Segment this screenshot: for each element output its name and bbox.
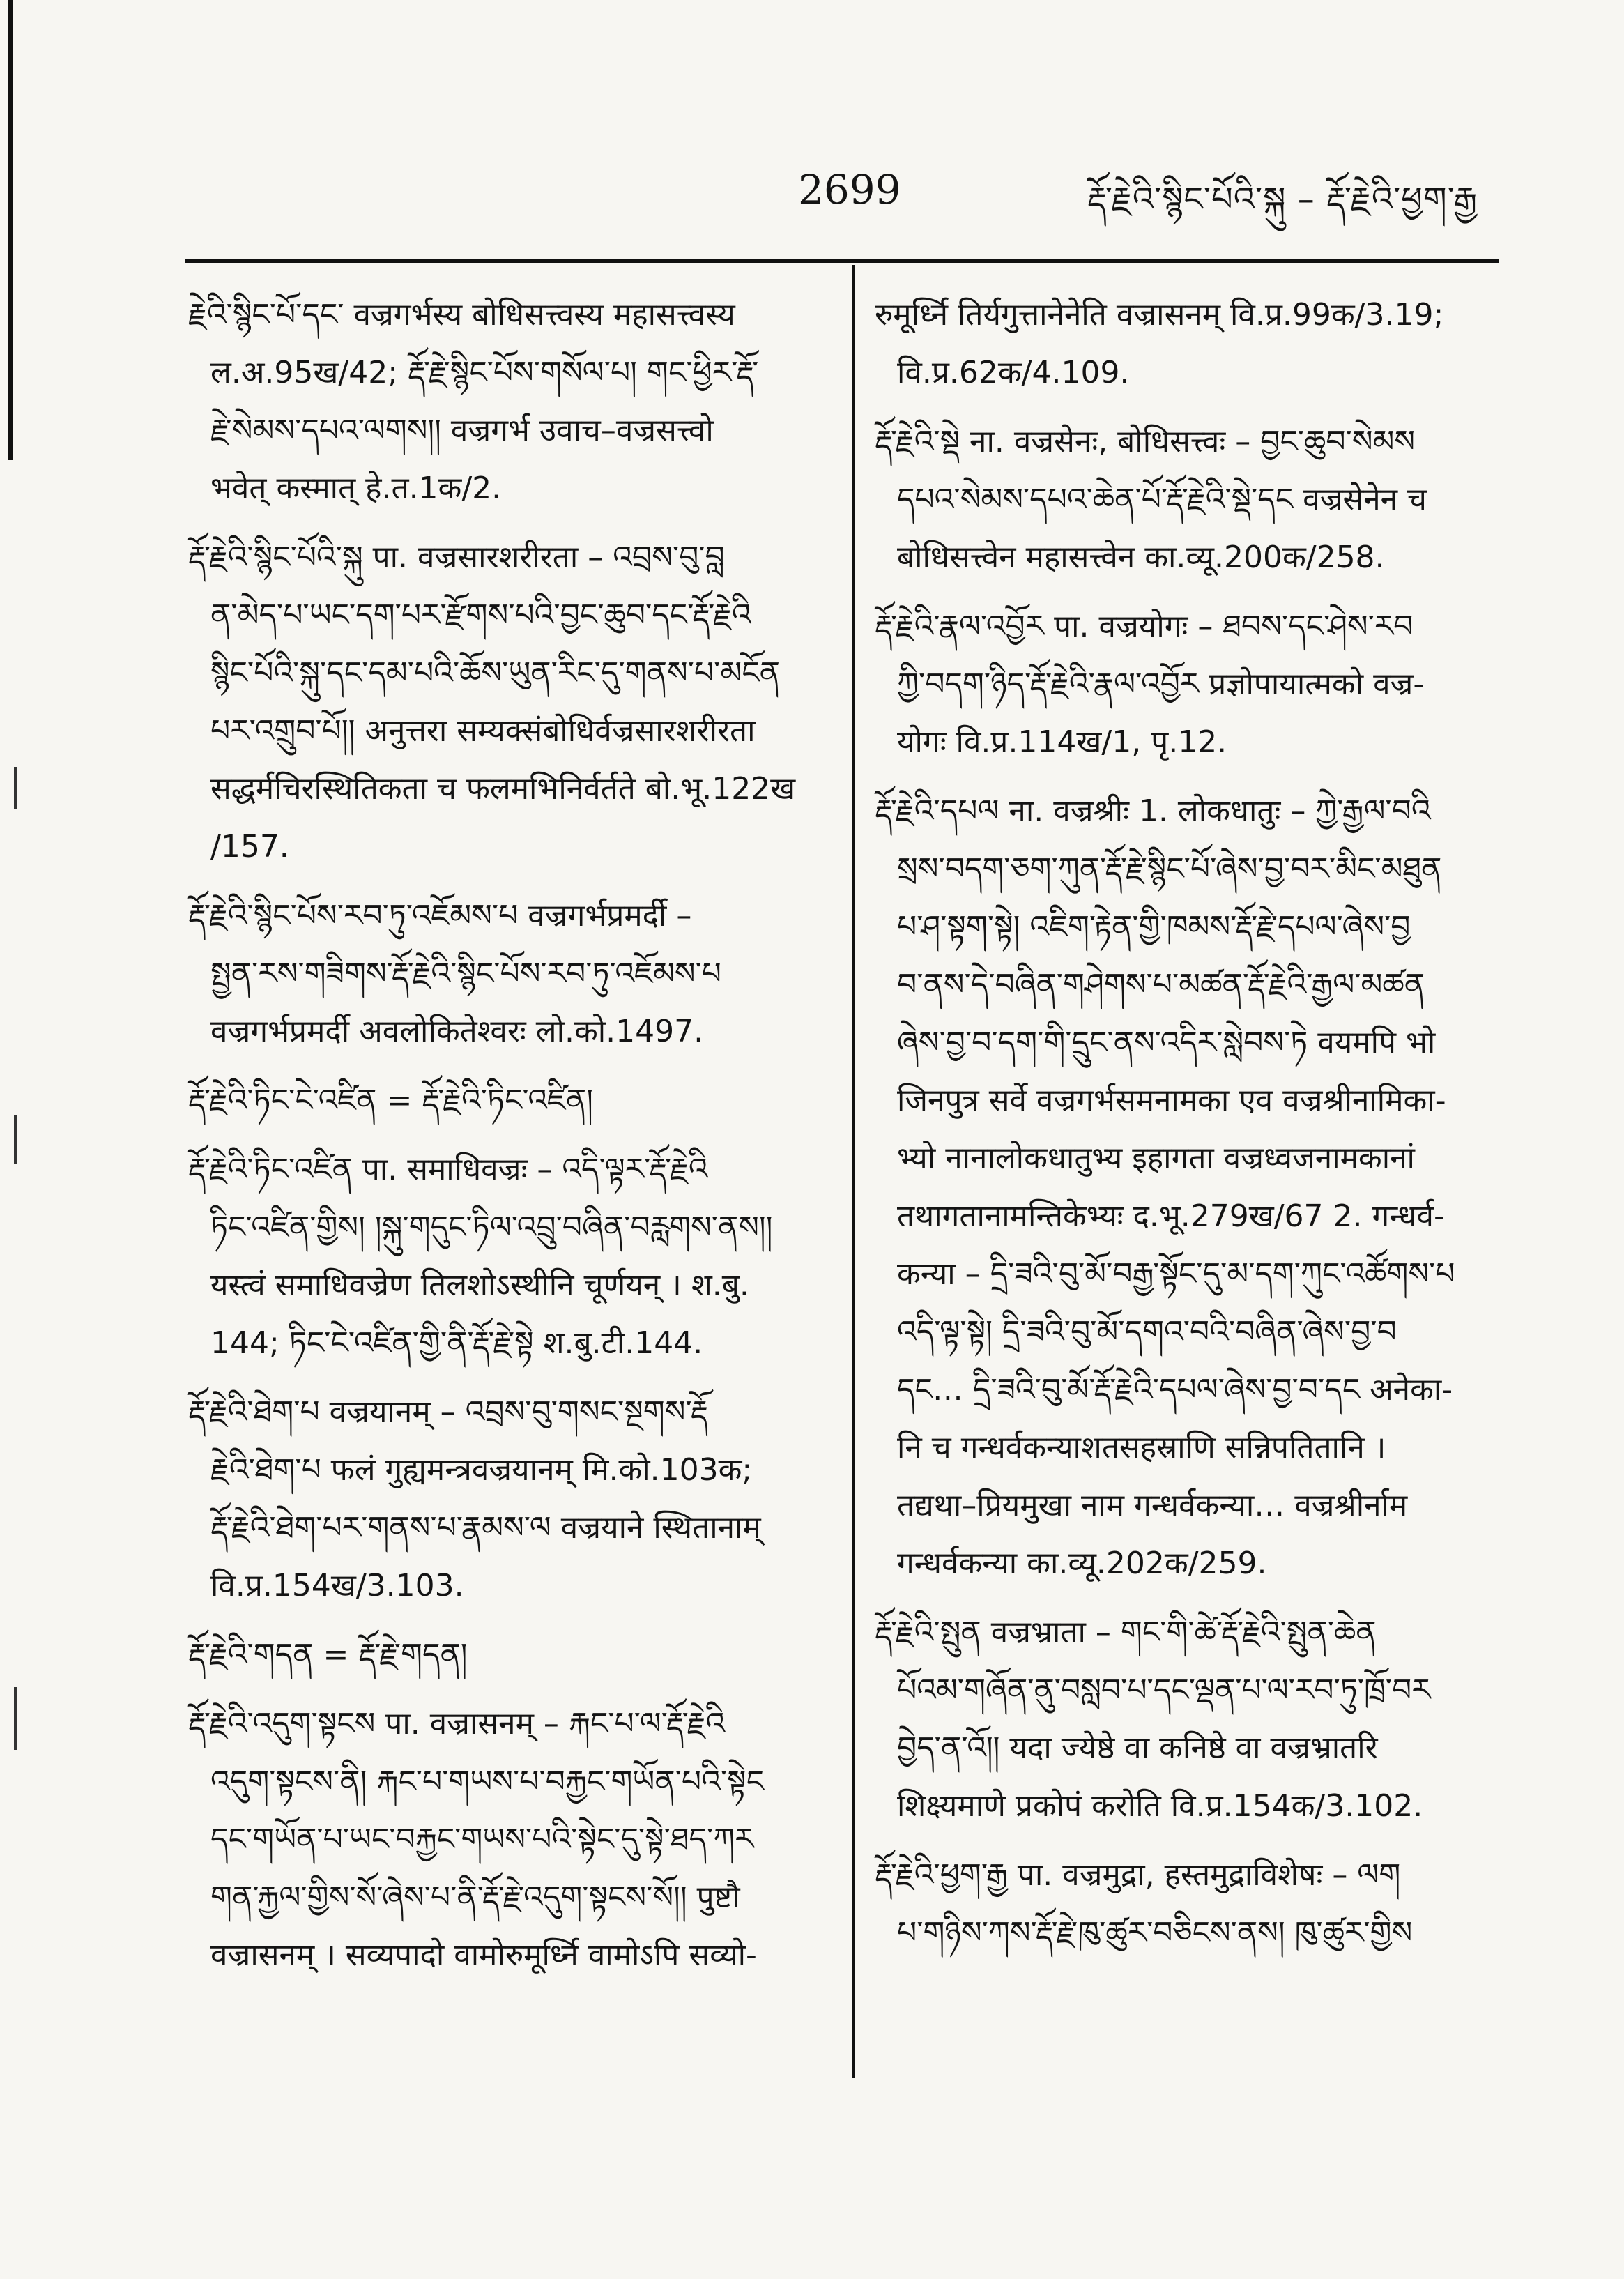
dictionary-entry — [188, 1383, 829, 1615]
edge-mark — [14, 1687, 17, 1750]
dictionary-entry — [188, 528, 829, 876]
entry-line: रुमूर्ध्नि तिर्यगुत्तानेनेति वज्रासनम् वि.प्र.99क/3.19; — [875, 297, 1444, 333]
entry-line: དང… དྲི་ཟའི་བུ་མོ་རྡོ་རྗེའི་དཔལ་ཞེས་བྱ་བ་དང अनेका- — [897, 1372, 1453, 1408]
entry-line: རྡོ་རྗེའི་རྣལ་འབྱོར पा. वज्रयोगः – ཐབས་དང་ཤེས་རབ — [875, 609, 1414, 644]
entry-line: བ་ནས་དེ་བཞིན་གཤེགས་པ་མཚན་རྡོ་རྗེའི་རྒྱལ་མཚན — [897, 967, 1425, 1003]
edge-mark — [14, 1115, 17, 1164]
entry-line: རྡོ་རྗེའི་ཐེག་པ वज्रयानम् – འབྲས་བུ་གསང་སྔགས་རྡོ — [188, 1394, 708, 1430]
entry-line: नि च गन्धर्वकन्याशतसहस्राणि सन्निपतितानि । — [897, 1430, 1386, 1465]
running-title: རྡོ་རྗེའི་སྙིང་པོའི་སྐུ – རྡོ་རྗེའི་ཕྱག་རྒྱ — [1087, 180, 1478, 219]
entry-line: བྱེད་ན་འོ།། यदा ज्येष्ठे वा कनिष्ठे वा वज्रभ्रातरि — [897, 1730, 1378, 1766]
column-divider — [852, 265, 855, 2078]
entry-line: པ་གཉིས་ཀས་རྡོ་རྗེ་ཁུ་ཚུར་བཅིངས་ནས། ཁུ་ཚུར་གྱིས — [897, 1915, 1413, 1951]
entry-line: सद्धर्मचिरस्थितिकता च फलमभिनिर्वर्तते बो.भू.122ख — [210, 771, 796, 807]
entry-line: ན་མེད་པ་ཡང་དག་པར་རྫོགས་པའི་བྱང་ཆུབ་དང་རྡོ་རྗེའི — [210, 597, 751, 633]
entry-line: वि.प्र.154ख/3.103. — [210, 1568, 464, 1603]
entry-line: योगः वि.प्र.114ख/1, पृ.12. — [897, 724, 1227, 760]
entry-line: वि.प्र.62क/4.109. — [897, 355, 1130, 390]
entry-line: འདུག་སྟངས་ནི། རྐང་པ་གཡས་པ་བརྐྱང་གཡོན་པའི་སྟེང — [210, 1764, 764, 1799]
entry-line: རྡོ་རྗེའི་འདུག་སྟངས पा. वज्रासनम् – རྐང་པ་ལ་རྡོ་རྗེའི — [188, 1706, 726, 1741]
dictionary-entry — [875, 1603, 1502, 1835]
entry-line: ल.अ.95ख/42; རྡོ་རྗེ་སྙིང་པོས་གསོལ་པ། གང་ཕྱིར་རྡོ་ — [210, 355, 759, 390]
entry-line: कन्या – དྲི་ཟའི་བུ་མོ་བརྒྱ་སྟོང་དུ་མ་དག་ཀུང་འཚོགས་པ — [897, 1256, 1455, 1292]
dictionary-entry — [875, 597, 1502, 771]
entry-line: तथागतानामन्तिकेभ्यः द.भू.279ख/67 2. गन्धर्व- — [897, 1198, 1445, 1234]
entry-line: རྗེ་སེམས་དཔའ་ལགས།། वज्रगर्भ उवाच–वज्रसत्त्वो — [210, 413, 714, 448]
entry-line: 144; ཏིང་ངེ་འཛིན་གྱི་ནི་རྡོ་རྗེ་སྟེ श.बु.टी.144. — [210, 1325, 703, 1361]
entry-line: རྡོ་རྗེའི་སྙིང་པོས་རབ་ཏུ་འཇོམས་པ वज्रगर्भप्रमर्दी – — [188, 898, 692, 933]
dictionary-entry — [188, 1626, 829, 1684]
entry-line: རྗེའི་སྙིང་པོ་དང་ वज्रगर्भस्य बोधिसत्त्वस्य महासत्त्वस्य — [188, 297, 735, 333]
entry-line: जिनपुत्र सर्वे वज्रगर्भसमनामका एव वज्रश्रीनामिका- — [897, 1083, 1446, 1118]
entry-line: རྡོ་རྗེའི་ཏིང་ངེ་འཛིན = རྡོ་རྗེའི་ཏིང་འཛིན། — [188, 1083, 594, 1118]
left-margin-rule — [8, 0, 13, 460]
entry-line: རྗེའི་ཐེག་པ फलं गुह्यमन्त्रवज्रयानम् मि.को.103क; — [210, 1452, 753, 1488]
entry-line: དང་གཡོན་པ་ཡང་བརྐྱང་གཡས་པའི་སྟེང་དུ་སྟེ་ཐད་ཀར — [210, 1822, 754, 1857]
entry-line: यस्त्वं समाधिवज्रेण तिलशोऽस्थीनि चूर्णयन् । श.बु. — [210, 1267, 749, 1303]
entry-line: ཞེས་བྱ་བ་དག་གི་དྲུང་ནས་འདིར་སླེབས་ཏེ वयमपि भो — [897, 1025, 1436, 1060]
dictionary-entry — [188, 1072, 829, 1129]
dictionary-entry — [188, 1695, 829, 1984]
entry-line: རྡོ་རྗེའི་ཏིང་འཛིན पा. समाधिवज्रः – འདི་ལྟར་རྡོ་རྗེའི — [188, 1152, 708, 1187]
entry-line: དཔའ་སེམས་དཔའ་ཆེན་པོ་རྡོ་རྗེའི་སྡེ་དང वज्रसेनेन च — [897, 482, 1427, 517]
header-rule — [185, 259, 1499, 263]
entry-line: རྡོ་རྗེའི་ཕྱག་རྒྱ पा. वज्रमुद्रा, हस्तमुद्राविशेषः – ལག — [875, 1857, 1401, 1893]
entry-line: རྡོ་རྗེའི་གདན = རྡོ་རྗེ་གདན། — [188, 1637, 468, 1672]
entry-line: རྡོ་རྗེའི་སྤུན वज्रभ्राता – གང་གི་ཚེ་རྡོ་རྗེའི་སྤུན་ཆེན — [875, 1615, 1377, 1650]
entry-line: པོའམ་གཞོན་ནུ་བསླབ་པ་དང་ལྡན་པ་ལ་རབ་ཏུ་ཁྲོ་བར — [897, 1672, 1431, 1708]
entry-line: འདི་ལྟ་སྟེ། དྲི་ཟའི་བུ་མོ་དགའ་བའི་བཞིན་ཞེས་བྱ་བ — [897, 1314, 1397, 1350]
entry-line: སྤྱན་རས་གཟིགས་རྡོ་རྗེའི་སྙིང་པོས་རབ་ཏུ་འཇོམས་པ — [210, 956, 721, 991]
dictionary-entry — [188, 887, 829, 1060]
entry-line: गन्धर्वकन्या का.व्यू.202क/259. — [897, 1546, 1267, 1581]
entry-line: /157. — [210, 829, 289, 864]
entry-line: भवेत् कस्मात् हे.त.1क/2. — [210, 471, 502, 506]
entry-line: वज्रासनम् । सव्यपादो वामोरुमूर्ध्नि वामोऽपि सव्यो- — [210, 1937, 757, 1973]
entry-line: རྡོ་རྗེའི་ཐེག་པར་གནས་པ་རྣམས་ལ वज्रयाने स्थितानाम् — [210, 1510, 761, 1546]
entry-line: རྡོ་རྗེའི་དཔལ ना. वज्रश्रीः 1. लोकधातुः – ཀྱེ་རྒྱལ་བའི — [875, 793, 1431, 829]
entry-line: शिक्ष्यमाणे प्रकोपं करोति वि.प्र.154क/3.102. — [897, 1788, 1423, 1824]
entry-line: རྡོ་རྗེའི་སྡེ ना. वज्रसेनः, बोधिसत्त्वः – བྱང་ཆུབ་སེམས — [875, 424, 1416, 459]
dictionary-entry — [875, 1846, 1502, 1962]
dictionary-entry — [188, 286, 829, 517]
left-column — [188, 286, 829, 1995]
edge-mark — [14, 767, 17, 809]
entry-line: तद्यथा–प्रियमुखा नाम गन्धर्वकन्या… वज्रश्रीर्नाम — [897, 1488, 1408, 1523]
entry-line: སྲས་བདག་ཅག་ཀུན་རྡོ་རྗེ་སྙིང་པོ་ཞེས་བྱ་བར་མིང་མཐུན — [897, 851, 1442, 887]
entry-line: སྙིང་པོའི་སྐུ་དང་དམ་པའི་ཆོས་ཡུན་རིང་དུ་གནས་པ་མངོན — [210, 655, 780, 691]
entry-line: ཀྱི་བདག་ཉིད་རྡོ་རྗེའི་རྣལ་འབྱོར प्रज्ञोपायात्मको वज्र- — [897, 666, 1425, 702]
entry-line: बोधिसत्त्वेन महासत्त्वेन का.व्यू.200क/258. — [897, 540, 1385, 575]
entry-line: གན་རྐྱལ་གྱིས་སོ་ཞེས་པ་ནི་རྡོ་རྗེ་འདུག་སྟངས་སོ།། पुष्टौ — [210, 1880, 740, 1915]
entry-line: ཏིང་འཛིན་གྱིས། །སྐུ་གདུང་ཏིལ་འབྲུ་བཞིན་བརླགས་ནས།། — [210, 1210, 773, 1245]
entry-line: वज्रगर्भप्रमर्दी अवलोकितेश्वरः लो.को.1497. — [210, 1014, 704, 1049]
right-column — [875, 286, 1502, 1973]
page-number: 2699 — [798, 166, 901, 213]
dictionary-entry — [875, 413, 1502, 586]
entry-line: རྡོ་རྗེའི་སྙིང་པོའི་སྐུ पा. वज्रसारशरीरता – འབྲས་བུ་བླ — [188, 540, 725, 575]
entry-line: भ्यो नानालोकधातुभ्य इहागता वज्रध्वजनामकानां — [897, 1141, 1415, 1176]
entry-line: པ་ཤ་སྟག་སྟེ། འཇིག་རྟེན་གྱི་ཁམས་རྡོ་རྗེ་དཔལ་ཞེས་བྱ — [897, 909, 1411, 945]
dictionary-entry — [188, 1141, 829, 1372]
dictionary-entry — [875, 286, 1502, 402]
dictionary-entry — [875, 782, 1502, 1592]
entry-line: པར་འགྲུབ་པོ།། अनुत्तरा सम्यक्संबोधिर्वज्रसारशरीरता — [210, 713, 756, 749]
